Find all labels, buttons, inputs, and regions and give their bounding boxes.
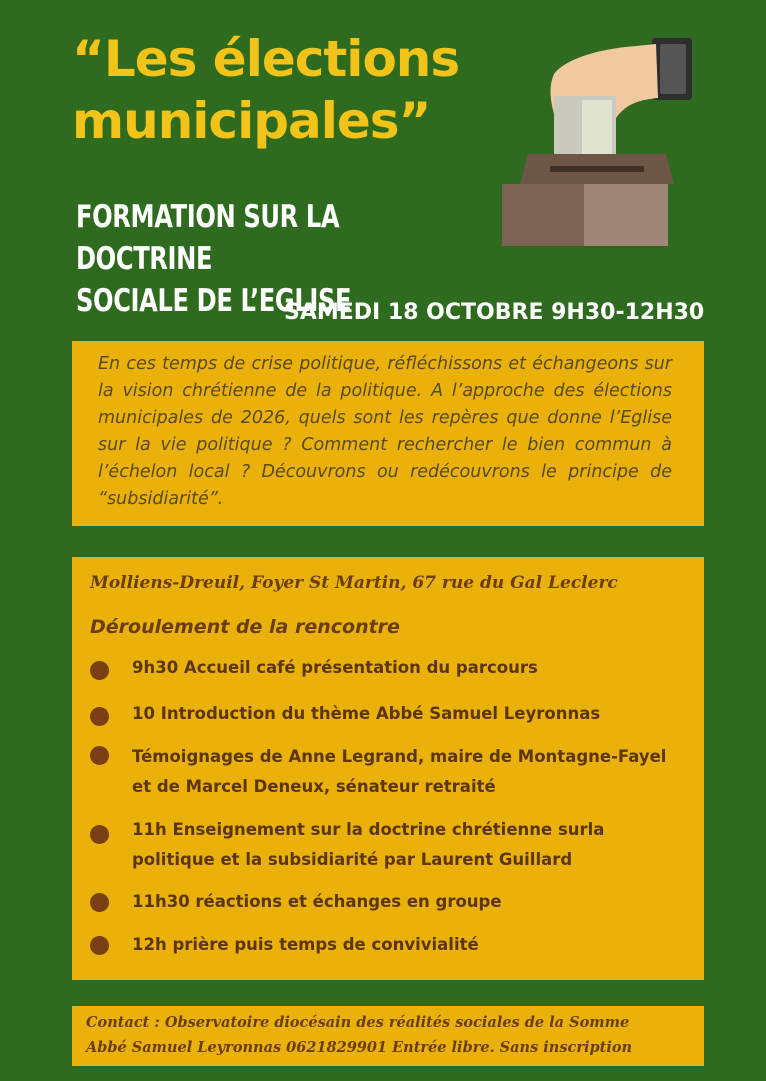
list-item-text: 11h30 réactions et échanges en groupe [132,892,502,911]
event-address: Molliens-Dreuil, Foyer St Martin, 67 rue du Gal Leclerc [90,573,618,593]
subtitle-line-1: FORMATION SUR LA DOCTRINE [76,199,340,277]
list-item-text: 11h Enseignement sur la doctrine chrétienne surla politique et la subsidiarité par Laurent Guillard [132,820,605,869]
contact-box [72,1006,704,1066]
intro-box [72,341,704,526]
ballot-box-hand-icon [498,34,698,250]
page-title [72,28,502,152]
contact-line-2: Abbé Samuel Leyronnas 0621829901 Entrée libre. Sans inscription [86,1039,633,1056]
bullet-icon [90,825,109,844]
bullet-icon [90,893,109,912]
intro-text: En ces temps de crise politique, réfléchissons et échangeons sur la vision chrétienne de la politique. A l’approche des élections municipales de 2026, quels sont les repères que donne l’Eglise sur la vie politique ? Comment rechercher le bien commun à l’échelon local ? Découvrons ou redécouvrons le principe de “subsidiarité”. [98,354,672,509]
list-item-text: 9h30 Accueil café présentation du parcours [132,658,538,677]
program-section-title: Déroulement de la rencontre [90,616,400,638]
bullet-icon [90,936,109,955]
title-line-2: municipales” [72,92,431,150]
bullet-icon [90,707,109,726]
list-item-text: Témoignages de Anne Legrand, maire de Montagne-Fayel et de Marcel Deneux, sénateur retraité [132,747,667,796]
contact-line-1: Contact : Observatoire diocésain des réalités sociales de la Somme [86,1014,630,1031]
event-date: SAMEDI 18 OCTOBRE 9H30-12H30 [284,300,705,325]
list-item-text: 10 Introduction du thème Abbé Samuel Leyronnas [132,704,601,723]
bullet-icon [90,661,109,680]
title-line-1: “Les élections [72,30,460,88]
list-item-text: 12h prière puis temps de convivialité [132,935,479,954]
subtitle-line-2: SOCIALE DE L’EGLISE [76,283,352,319]
program-box [72,557,704,980]
bullet-icon [90,746,109,765]
